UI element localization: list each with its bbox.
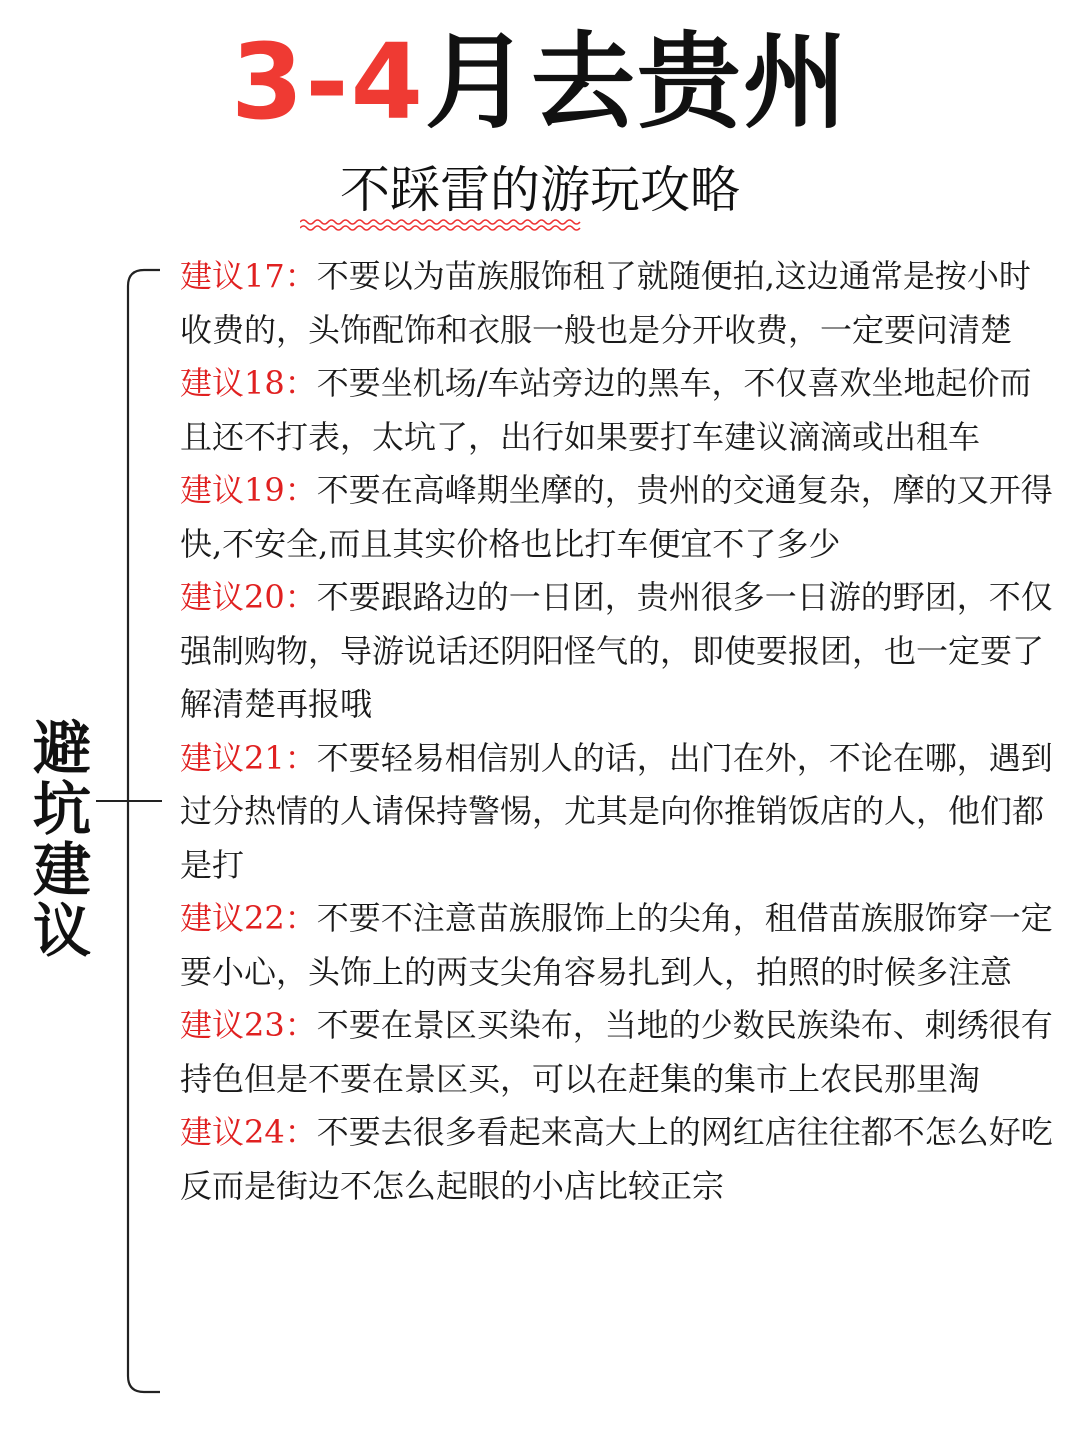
tip-text: 不要在景区买染布，当地的少数民族染布、刺绣很有持色但是不要在景区买，可以在赶集的集市上农民那里淘 — [180, 1006, 1053, 1098]
tip-text: 不要坐机场/车站旁边的黑车，不仅喜欢坐地起价而且还不打表，太坑了，出行如果要打车建议滴滴或出租车 — [180, 364, 1032, 456]
title-main: 月去贵州 — [424, 21, 849, 143]
tip-item — [180, 732, 1062, 893]
side-label-char: 坑 — [32, 775, 91, 843]
tip-tag: 建议22： — [180, 899, 317, 937]
tip-text: 不要去很多看起来高大上的网红店往往都不怎么好吃反而是街边不怎么起眼的小店比较正宗 — [180, 1113, 1053, 1205]
tip-text: 不要以为苗族服饰租了就随便拍,这边通常是按小时收费的，头饰配饰和衣服一般也是分开收费，一定要问清楚 — [180, 257, 1031, 349]
tip-tag: 建议24： — [180, 1113, 317, 1151]
tip-item — [180, 571, 1062, 732]
tip-tag: 建议17： — [180, 257, 317, 295]
page-title — [0, 22, 1080, 142]
side-label-char: 议 — [32, 897, 91, 965]
tip-text: 不要轻易相信别人的话，出门在外，不论在哪，遇到过分热情的人请保持警惕，尤其是向你推销饭店的人，他们都是打 — [180, 738, 1053, 884]
tip-item — [180, 357, 1062, 464]
tip-item — [180, 999, 1062, 1106]
tip-item — [180, 892, 1062, 999]
bracket-connector — [96, 800, 162, 802]
tip-tag: 建议19： — [180, 471, 317, 509]
side-label-char: 避 — [32, 714, 91, 782]
tip-tag: 建议20： — [180, 578, 317, 616]
tip-item — [180, 464, 1062, 571]
side-label-char: 建 — [32, 836, 91, 904]
title-accent: 3-4 — [231, 21, 425, 143]
tip-tag: 建议21： — [180, 738, 317, 777]
side-label — [30, 714, 94, 965]
tip-tag: 建议18： — [180, 364, 317, 402]
page-subtitle: 不踩雷的游玩攻略 — [340, 161, 740, 219]
tip-text: 不要不注意苗族服饰上的尖角，租借苗族服饰穿一定要小心，头饰上的两支尖角容易扎到人，拍照的时候多注意 — [180, 899, 1053, 991]
tip-text: 不要跟路边的一日团，贵州很多一日游的野团，不仅强制购物，导游说话还阴阳怪气的，即使要报团，也一定要了解清楚再报哦 — [180, 578, 1053, 723]
subtitle-underline-decoration — [300, 218, 582, 232]
tip-text: 不要在高峰期坐摩的，贵州的交通复杂，摩的又开得快,不安全,而且其实价格也比打车便宜不了多少 — [180, 471, 1053, 563]
tip-item — [180, 250, 1062, 357]
bracket-line — [122, 266, 182, 1396]
tips-list — [180, 250, 1062, 1213]
tip-tag: 建议23： — [180, 1006, 317, 1044]
tip-item — [180, 1106, 1062, 1213]
